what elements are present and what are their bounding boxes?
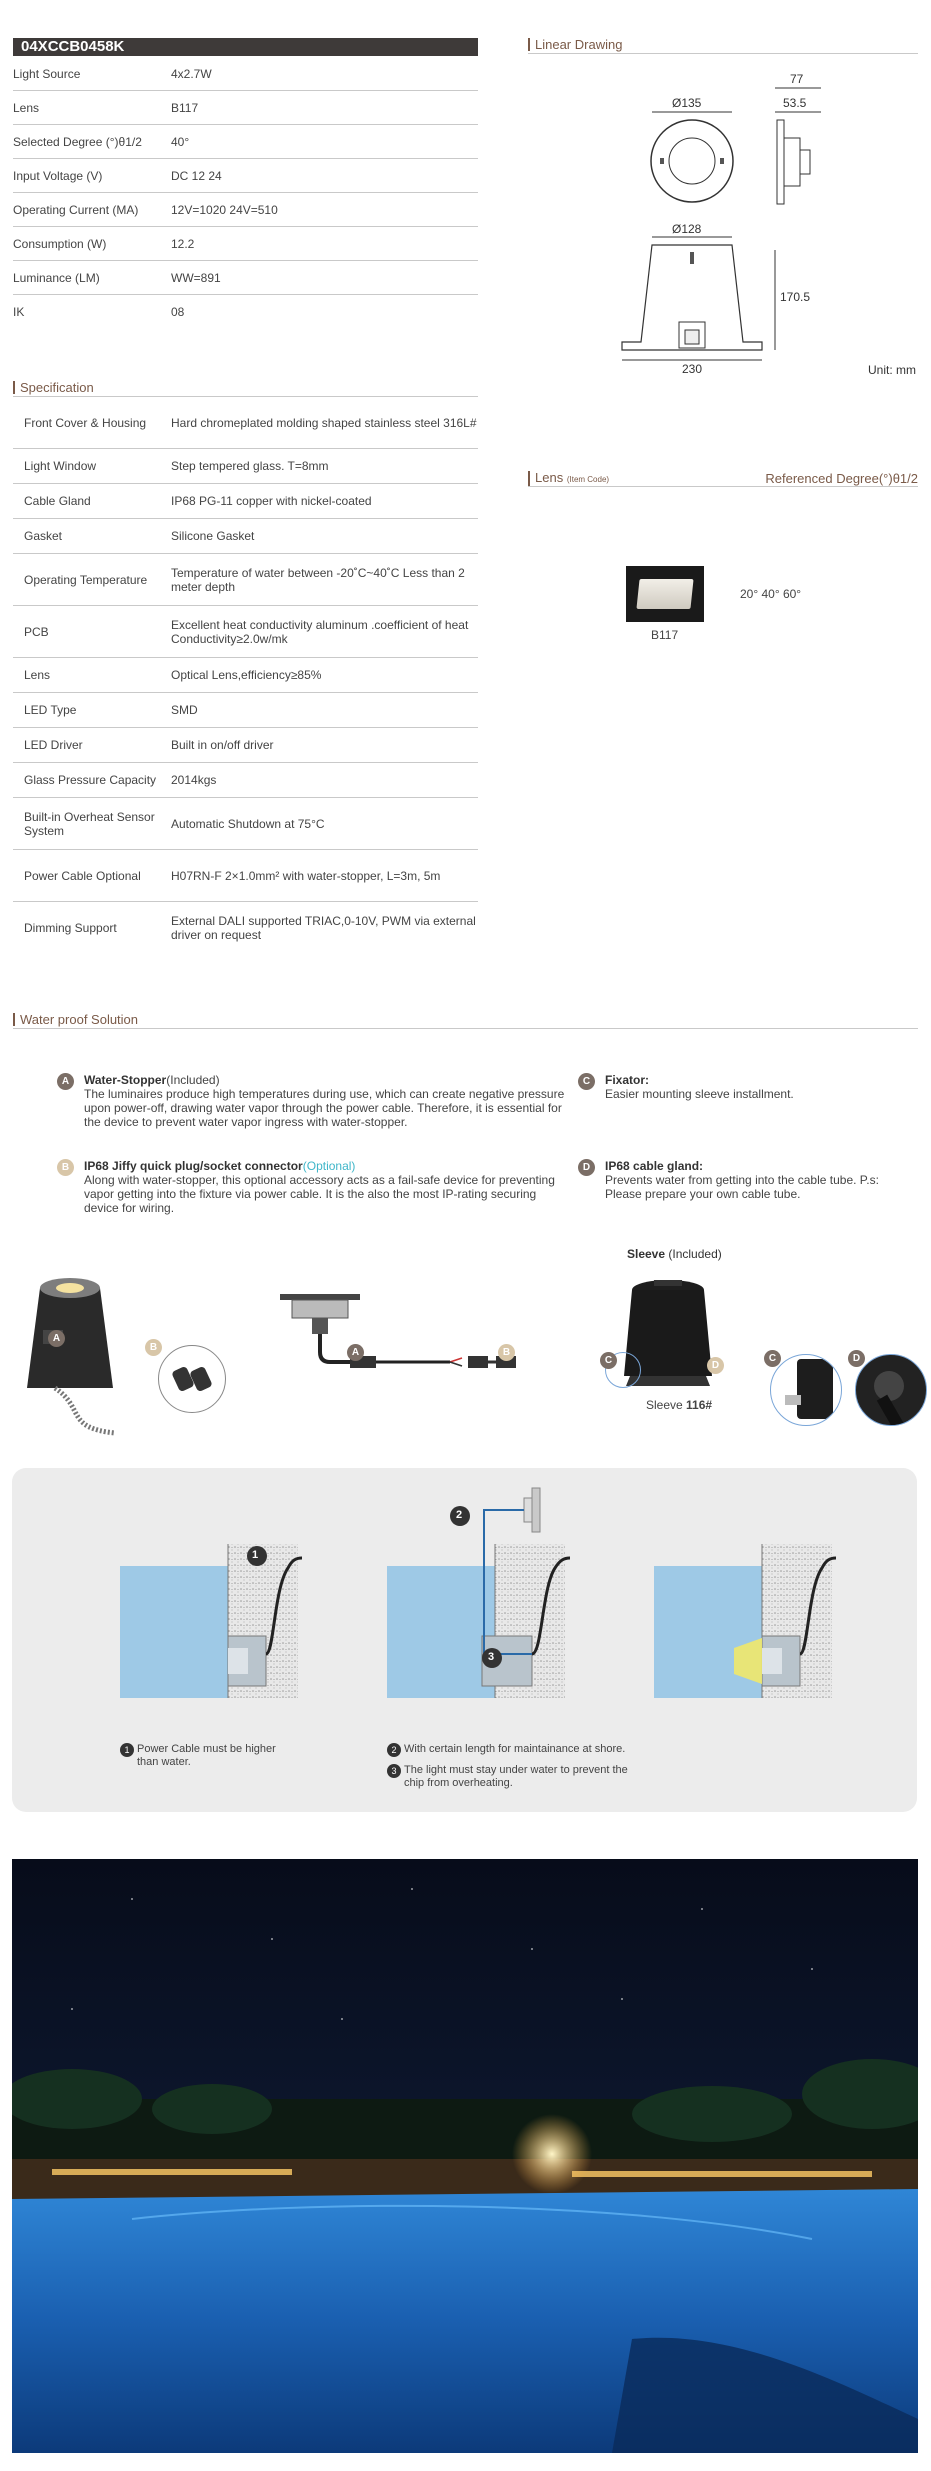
waterproof-heading: Water proof Solution: [13, 1013, 138, 1026]
fixture-with-water-stopper-image: [25, 1268, 145, 1440]
sleeve-badge-c: C: [600, 1352, 617, 1369]
param-key: Consumption (W): [13, 236, 107, 251]
fixator-detail-image: [770, 1354, 842, 1426]
spec-value: H07RN-F 2×1.0mm² with water-stopper, L=3m, 5m: [171, 868, 441, 883]
dim-bottom-diameter: Ø128: [672, 222, 702, 236]
spec-key: LED Driver: [24, 738, 83, 752]
item-title: Water-Stopper: [84, 1073, 167, 1087]
lens-heading: [528, 471, 609, 486]
diagram-scene-1: [120, 1544, 302, 1698]
param-row: [13, 295, 478, 329]
waterproof-item-b: [57, 1159, 557, 1215]
note-text: The light must stay under water to prevent the chip from overheating.: [404, 1764, 628, 1789]
param-key: Light Source: [13, 66, 81, 81]
spec-value: Hard chromeplated molding shaped stainless steel 316L#: [171, 415, 477, 430]
param-key: Selected Degree (°)θ1/2: [13, 134, 142, 149]
product-params-table: [13, 57, 478, 329]
sleeve-code: 116#: [686, 1398, 713, 1412]
lens-degrees: 20° 40° 60°: [740, 587, 802, 601]
spec-value: Step tempered glass. T=8mm: [171, 459, 329, 473]
install-note-1: [120, 1743, 300, 1769]
item-body: Easier mounting sleeve installment.: [605, 1087, 794, 1101]
param-value: 12V=1020 24V=510: [171, 202, 278, 217]
param-key: Lens: [13, 100, 40, 115]
spec-value: IP68 PG-11 copper with nickel-coated: [171, 494, 372, 508]
spec-key: Cable Gland: [24, 494, 91, 508]
note-number: 3: [387, 1764, 401, 1778]
spec-value: Built in on/off driver: [171, 738, 274, 752]
item-body: The luminaires produce high temperatures during use, which can create negative pressure upon power-off, drawing water vapor through the power cable. Therefore, it is essential for the device to prevent water vapor ingress with water-stopper.: [84, 1087, 565, 1129]
badge-c: C: [578, 1073, 595, 1090]
spec-key: Lens: [24, 668, 51, 682]
lens-referenced-degree-label: Referenced Degree(°)θ1/2: [765, 471, 918, 486]
item-body: Prevents water from getting into the cable tube. P.s: Please prepare your own cable tube.: [605, 1173, 879, 1201]
spec-row: [13, 902, 478, 954]
dim-height: 170.5: [780, 290, 811, 304]
param-key: Input Voltage (V): [13, 168, 103, 183]
spec-row: [13, 484, 478, 519]
spec-value: 2014kgs: [171, 773, 217, 787]
spec-row: [13, 728, 478, 763]
spec-value: Automatic Shutdown at 75°C: [171, 816, 325, 831]
waterproof-item-a: [57, 1073, 577, 1129]
badge-a: A: [57, 1073, 74, 1090]
cable-gland-detail-image: [855, 1354, 927, 1426]
spec-key: LED Type: [24, 703, 77, 717]
note-number: 2: [387, 1743, 401, 1757]
badge-d: D: [578, 1159, 595, 1176]
spec-key: Front Cover & Housing: [24, 415, 147, 430]
spec-key: Glass Pressure Capacity: [24, 773, 157, 787]
lens-image: [626, 566, 704, 622]
spec-row: [13, 693, 478, 728]
param-value: 08: [171, 305, 185, 319]
spec-row: [13, 519, 478, 554]
lens-item-code-label: (Item Code): [566, 475, 610, 484]
spec-row: [13, 658, 478, 693]
param-row: [13, 261, 478, 295]
item-title: IP68 cable gland:: [605, 1159, 704, 1173]
item-title: Fixator:: [605, 1073, 650, 1087]
photo-badge-a: A: [48, 1330, 65, 1347]
detail-badge-d: D: [848, 1350, 865, 1367]
dim-side-depth: 53.5: [783, 96, 807, 110]
connector-detail-image: [158, 1345, 226, 1413]
marker-2: 2: [456, 1509, 463, 1521]
spec-value: Silicone Gasket: [171, 529, 255, 543]
divider: [528, 486, 918, 487]
param-key: IK: [13, 305, 25, 319]
item-title: IP68 Jiffy quick plug/socket connector: [84, 1159, 303, 1173]
divider: [13, 1028, 918, 1029]
item-body: Along with water-stopper, this optional accessory acts as a fail-safe device for preventing vapor getting into the fixture via power cable. It is the also the most IP-rating securing device for wiring.: [84, 1173, 555, 1215]
spec-key: Power Cable Optional: [24, 868, 141, 883]
sleeve-label: Sleeve: [627, 1247, 666, 1261]
note-number: 1: [120, 1743, 134, 1757]
dim-top-diameter: Ø135: [672, 96, 702, 110]
install-note-3: [387, 1764, 667, 1790]
param-value: WW=891: [171, 270, 221, 285]
param-value: 40°: [171, 134, 190, 149]
marker-1: 1: [252, 1549, 259, 1561]
spec-row: [13, 763, 478, 798]
param-value: DC 12 24: [171, 168, 222, 183]
detail-badge-c: C: [764, 1350, 781, 1367]
divider: [528, 53, 918, 54]
unit-label: Unit: mm: [868, 363, 916, 377]
spec-value: Optical Lens,efficiency≥85%: [171, 668, 322, 682]
sleeve-caption: Sleeve: [646, 1398, 683, 1412]
dim-width: 230: [682, 362, 703, 376]
spec-row: [13, 850, 478, 902]
specification-table: [13, 397, 478, 954]
sleeve-label-row: [627, 1247, 722, 1261]
spec-value: External DALI supported TRIAC,0-10V, PWM via external driver on request: [171, 914, 476, 942]
spec-row: [13, 798, 478, 850]
spec-row: [13, 397, 478, 449]
linear-drawing-heading: Linear Drawing: [528, 38, 622, 51]
lens-code: B117: [651, 628, 679, 642]
spec-row: [13, 606, 478, 658]
param-value: B117: [171, 100, 199, 115]
cable-badge-a: A: [347, 1344, 364, 1361]
badge-b: B: [57, 1159, 74, 1176]
param-value: 12.2: [171, 236, 195, 251]
note-text: With certain length for maintainance at shore.: [404, 1743, 626, 1755]
param-row: [13, 125, 478, 159]
lens-heading-text: Lens: [535, 470, 564, 485]
param-row: [13, 57, 478, 91]
param-row: [13, 91, 478, 125]
cable-badge-b: B: [498, 1344, 515, 1361]
spec-value: SMD: [171, 703, 198, 717]
install-note-2: [387, 1743, 667, 1757]
marker-3: 3: [488, 1651, 495, 1663]
spec-key: PCB: [24, 624, 49, 639]
param-row: [13, 159, 478, 193]
sleeve-included: (Included): [668, 1247, 722, 1261]
product-code: 04XCCB0458K: [13, 38, 478, 56]
item-suffix: (Included): [166, 1073, 220, 1087]
sleeve-badge-d: D: [707, 1357, 724, 1374]
spec-key: Operating Temperature: [24, 572, 148, 587]
diagram-scene-3: [654, 1544, 836, 1698]
waterproof-item-d: [578, 1159, 908, 1201]
waterproof-item-c: [578, 1073, 908, 1101]
spec-value: Temperature of water between -20˚C~40˚C Less than 2 meter depth: [171, 565, 465, 594]
spec-key: Dimming Support: [24, 921, 117, 935]
specification-heading: Specification: [13, 381, 94, 394]
param-value: 4x2.7W: [171, 66, 212, 81]
note-text: Power Cable must be higher than water.: [137, 1743, 276, 1768]
spec-key: Built-in Overheat Sensor System: [24, 809, 155, 838]
spec-row: [13, 554, 478, 606]
param-key: Luminance (LM): [13, 270, 100, 285]
sleeve-caption-row: [646, 1398, 712, 1412]
param-key: Operating Current (MA): [13, 202, 139, 217]
param-row: [13, 193, 478, 227]
spec-row: [13, 449, 478, 484]
resort-pool-night-photo: [12, 1859, 918, 2453]
dim-side-width: 77: [790, 72, 804, 86]
photo-badge-b: B: [145, 1339, 162, 1356]
spec-key: Light Window: [24, 459, 97, 473]
spec-key: Gasket: [24, 529, 63, 543]
cable-assembly-image: [270, 1290, 560, 1385]
diagram-scene-2: [387, 1488, 570, 1698]
spec-value: Excellent heat conductivity aluminum .coefficient of heat Conductivity≥2.0w/mk: [171, 617, 469, 646]
linear-drawing: [600, 60, 900, 380]
param-row: [13, 227, 478, 261]
item-suffix: (Optional): [302, 1159, 356, 1173]
